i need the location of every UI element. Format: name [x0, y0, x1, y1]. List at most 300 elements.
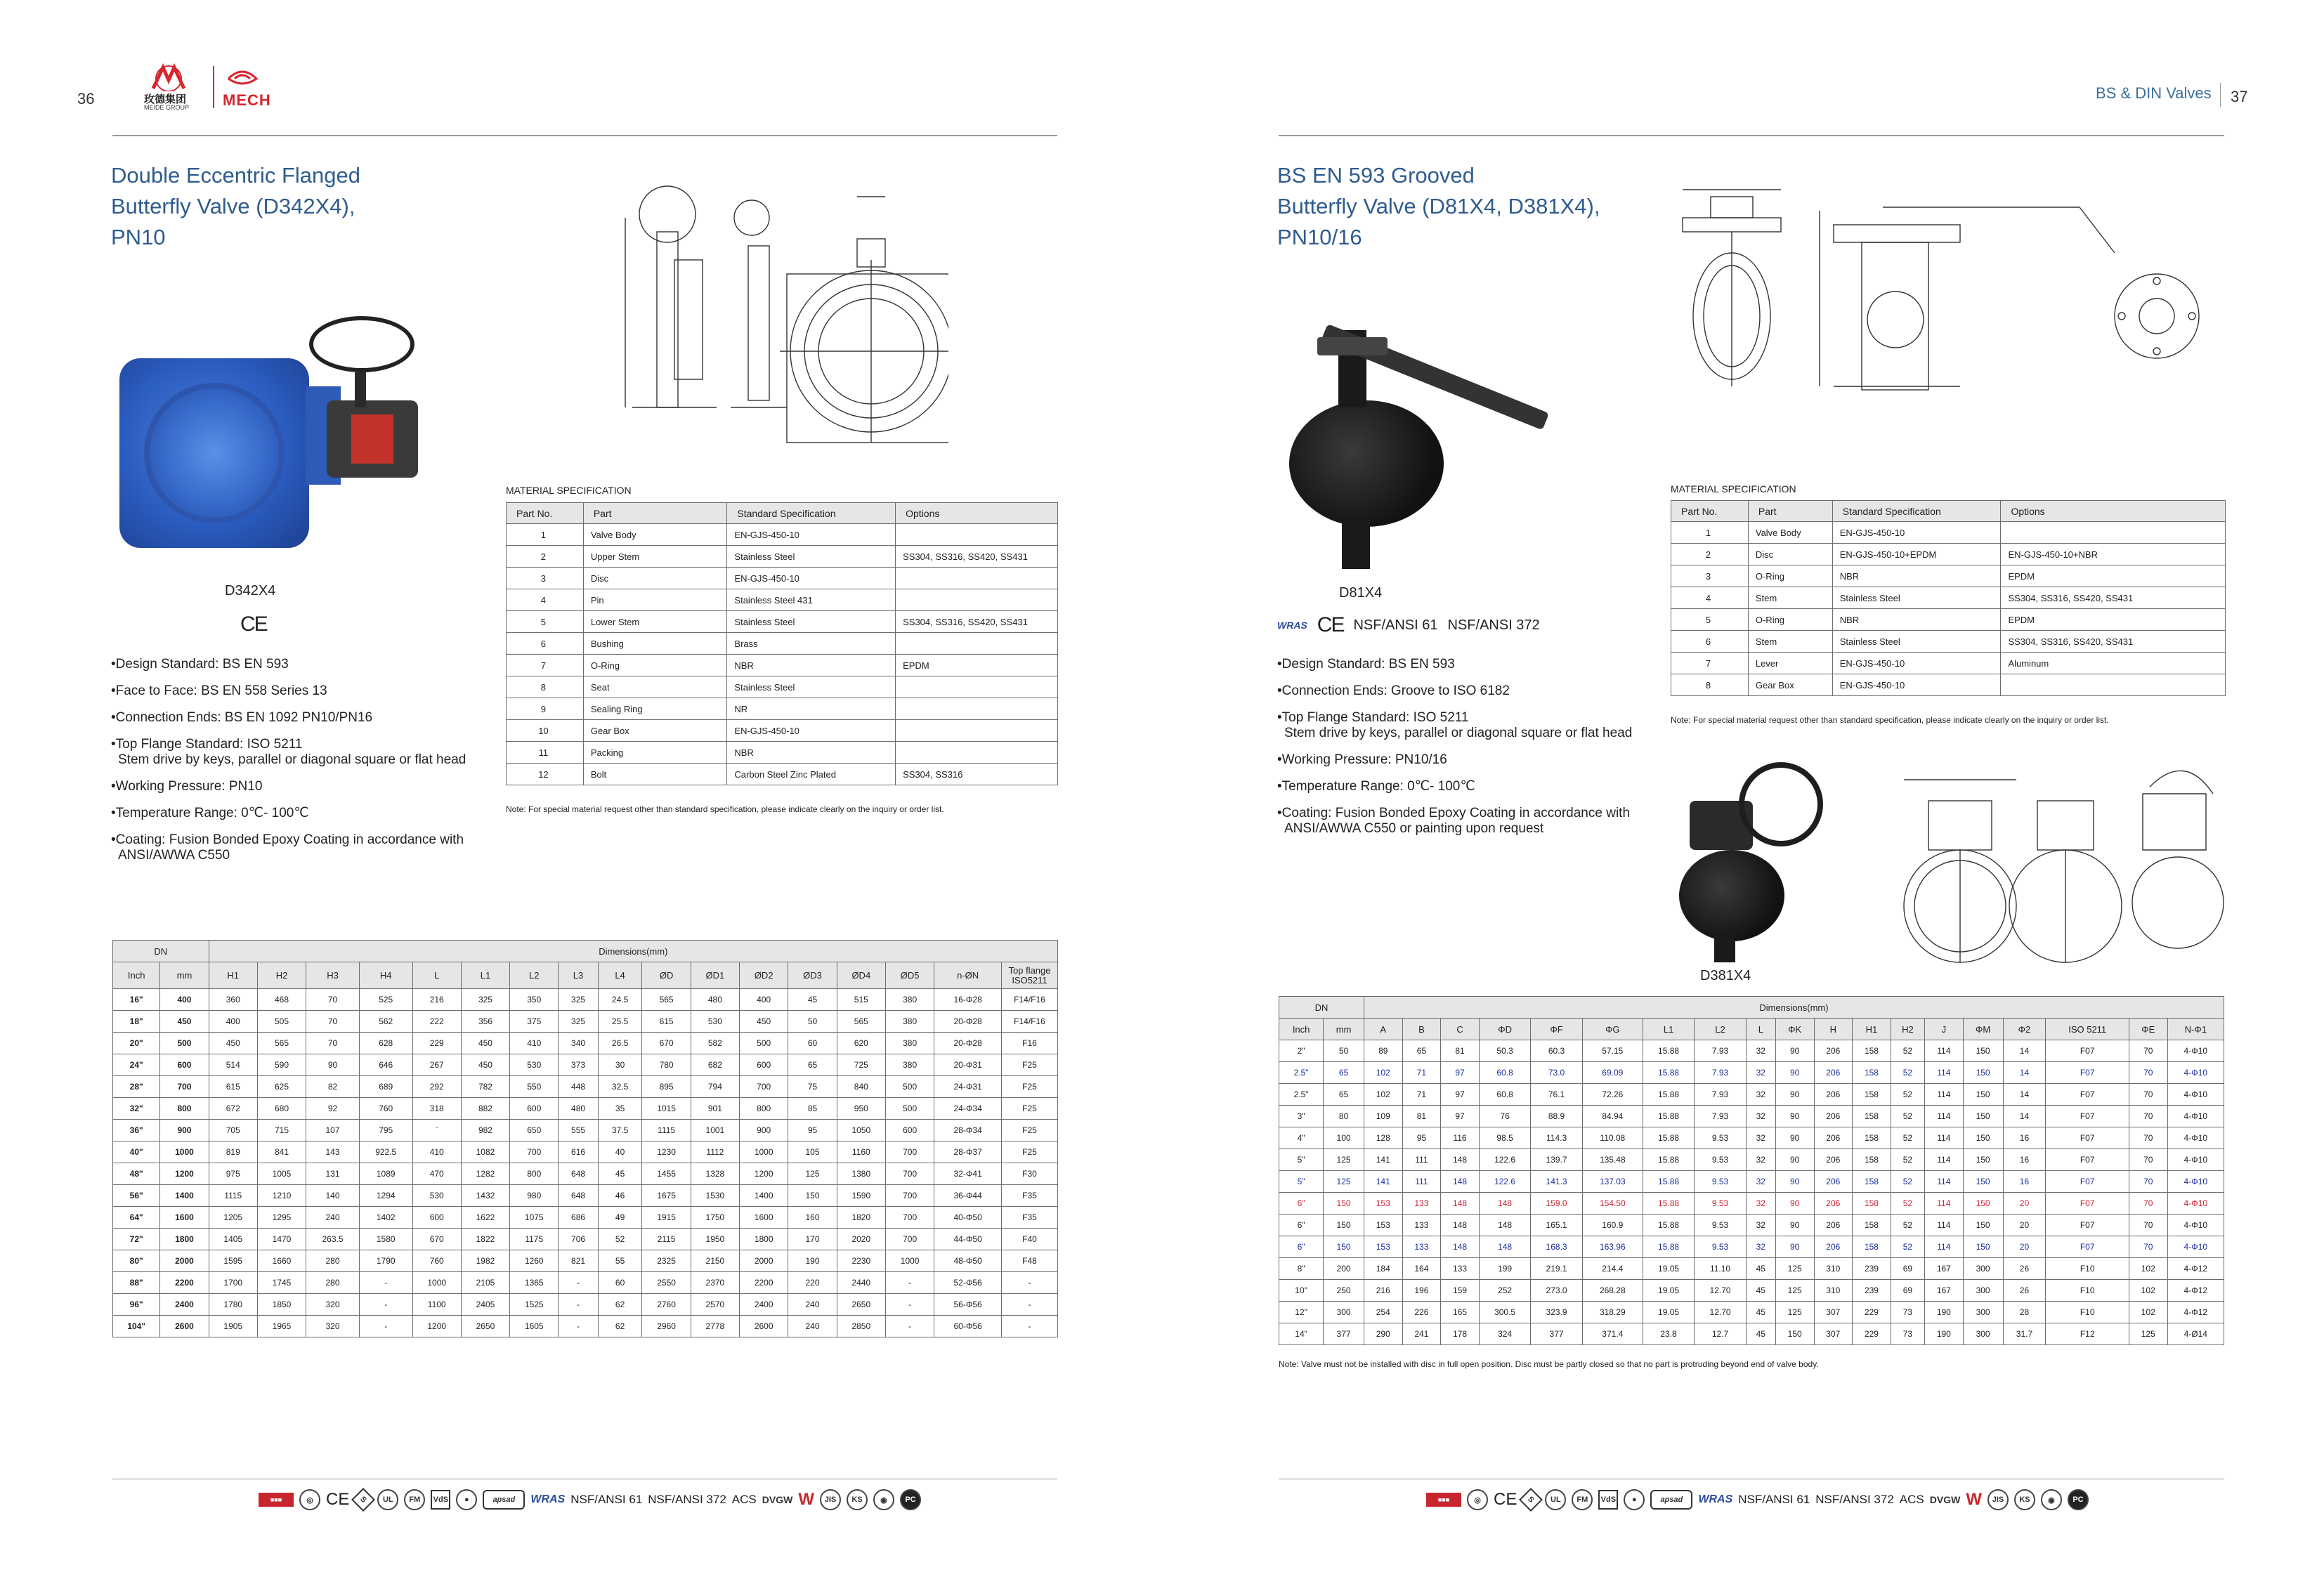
table-cell: 90 [1775, 1215, 1814, 1236]
table-cell: 268.28 [1582, 1280, 1643, 1302]
table-cell: 1525 [510, 1294, 559, 1316]
table-cell: 55 [598, 1250, 642, 1272]
table-cell: 109 [1364, 1106, 1402, 1127]
table-cell: 196 [1402, 1280, 1441, 1302]
table-cell: 165 [1441, 1302, 1480, 1323]
table-cell: 45 [1746, 1280, 1775, 1302]
table-cell: 646 [359, 1054, 412, 1076]
table-cell: 5" [1279, 1171, 1324, 1193]
table-cell: 190 [1925, 1323, 1964, 1345]
table-cell: 780 [642, 1054, 691, 1076]
table-cell: 65 [1324, 1062, 1364, 1084]
column-header: ΦF [1531, 1019, 1582, 1040]
table-cell: 150 [1963, 1127, 2003, 1149]
table-cell: EPDM [2001, 565, 2226, 587]
table-cell: 35 [598, 1098, 642, 1120]
table-cell: 1950 [691, 1229, 739, 1250]
table-cell: 81 [1402, 1106, 1441, 1127]
table-header: Part [1748, 501, 1832, 522]
table-cell: 114 [1925, 1040, 1964, 1062]
table-cell: F07 [2046, 1106, 2129, 1127]
table-cell: 48" [113, 1163, 160, 1185]
table-cell: 20 [2003, 1215, 2046, 1236]
spec-item: • Connection Ends: Groove to ISO 6182 [1277, 683, 1643, 699]
column-header: mm [1324, 1019, 1364, 1040]
table-row [113, 1250, 1058, 1272]
table-cell: 62 [598, 1316, 642, 1337]
mech-logo-icon [225, 65, 260, 89]
cert-label: NSF/ANSI 372 [1815, 1493, 1894, 1506]
table-cell: 448 [559, 1076, 598, 1098]
table-cell: 28" [113, 1076, 160, 1098]
table-cell: 7 [507, 655, 584, 676]
table-cell: 97 [1441, 1084, 1480, 1106]
table-cell: 1050 [837, 1120, 885, 1141]
table-cell: 88.9 [1531, 1106, 1582, 1127]
table-cell: EN-GJS-450-10 [727, 568, 896, 589]
table-cell: Gear Box [583, 720, 727, 742]
table-cell: 60.8 [1479, 1062, 1530, 1084]
table-cell: 104" [113, 1316, 160, 1337]
table-cell: 1905 [209, 1316, 257, 1337]
table-row [1279, 1258, 2224, 1280]
table-cell: 90 [1775, 1149, 1814, 1171]
table-cell: 310 [1814, 1258, 1853, 1280]
material-title-right: MATERIAL SPECIFICATION [1671, 483, 1796, 495]
table-cell: F10 [2046, 1302, 2129, 1323]
table-cell: 410 [510, 1033, 559, 1054]
table-cell: 114 [1925, 1171, 1964, 1193]
table-cell: 515 [837, 989, 885, 1011]
table-cell: 514 [209, 1054, 257, 1076]
table-cell: 1115 [642, 1120, 691, 1141]
table-cell: 125 [788, 1163, 837, 1185]
table-row [1279, 1215, 2224, 1236]
table-cell: 1200 [412, 1316, 461, 1337]
table-cell: 65 [1402, 1040, 1441, 1062]
table-cell: 40 [598, 1141, 642, 1163]
table-cell [896, 742, 1058, 764]
table-cell: 125 [1324, 1149, 1364, 1171]
table-cell: NR [727, 698, 896, 720]
cert-label: VdS [431, 1490, 450, 1510]
table-cell: 1230 [642, 1141, 691, 1163]
table-row [113, 989, 1058, 1011]
table-cell: 114 [1925, 1193, 1964, 1215]
table-cell: 52 [1891, 1171, 1924, 1193]
table-cell: 90 [1775, 1084, 1814, 1106]
table-cell: 206 [1814, 1193, 1853, 1215]
table-cell: 7.93 [1695, 1062, 1746, 1084]
table-cell: SS304, SS316, SS420, SS431 [2001, 631, 2226, 653]
table-cell: 148 [1441, 1171, 1480, 1193]
table-row [507, 589, 1058, 611]
table-cell: 615 [642, 1011, 691, 1033]
table-row [1671, 653, 2226, 674]
table-cell: 1000 [740, 1141, 788, 1163]
table-cell: 153 [1364, 1236, 1402, 1258]
table-cell: 165.1 [1531, 1215, 1582, 1236]
table-cell: 980 [510, 1185, 559, 1207]
table-cell: 40-Φ50 [934, 1207, 1002, 1229]
table-cell: 76.1 [1531, 1084, 1582, 1106]
table-cell: 9 [507, 698, 584, 720]
table-cell: 2.5" [1279, 1062, 1324, 1084]
table-cell: 4-Φ10 [2167, 1062, 2224, 1084]
table-cell: 12 [507, 764, 584, 785]
table-cell: 128 [1364, 1127, 1402, 1149]
table-cell: 26 [2003, 1258, 2046, 1280]
table-cell: 26.5 [598, 1033, 642, 1054]
table-cell: 2960 [642, 1316, 691, 1337]
table-cell: 320 [306, 1294, 360, 1316]
table-cell: 480 [691, 989, 739, 1011]
spec-item: • Temperature Range: 0℃- 100℃ [111, 806, 476, 821]
table-cell: 148 [1441, 1215, 1480, 1236]
table-cell: 1822 [461, 1229, 509, 1250]
column-header: H3 [306, 962, 360, 989]
table-cell: 158 [1853, 1040, 1891, 1062]
table-cell: 28-Φ34 [934, 1120, 1002, 1141]
table-cell: 5" [1279, 1149, 1324, 1171]
table-cell: 1000 [412, 1272, 461, 1294]
table-cell: 52-Φ56 [934, 1272, 1002, 1294]
table-cell: 582 [691, 1033, 739, 1054]
table-cell: 139.7 [1531, 1149, 1582, 1171]
table-cell: 37.5 [598, 1120, 642, 1141]
wras-mark: WRAS [1277, 620, 1307, 631]
cert-label: NSF/ANSI 372 [648, 1493, 726, 1506]
tuv-icon: ◎ [1467, 1489, 1488, 1510]
table-cell: 40" [113, 1141, 160, 1163]
cert-label: WRAS [530, 1493, 566, 1505]
table-cell: 794 [691, 1076, 739, 1098]
table-cell: 9.53 [1695, 1193, 1746, 1215]
column-header: ΦG [1582, 1019, 1643, 1040]
table-cell: 650 [510, 1120, 559, 1141]
table-cell: 1622 [461, 1207, 509, 1229]
table-cell: 52 [1891, 1215, 1924, 1236]
table-cell: 114 [1925, 1062, 1964, 1084]
table-cell: F25 [1002, 1054, 1058, 1076]
table-cell: 167 [1925, 1258, 1964, 1280]
table-cell: 150 [1324, 1236, 1364, 1258]
table-cell: 2115 [642, 1229, 691, 1250]
table-cell: 206 [1814, 1062, 1853, 1084]
table-cell: 3" [1279, 1106, 1324, 1127]
table-cell: 64" [113, 1207, 160, 1229]
table-cell: 206 [1814, 1106, 1853, 1127]
table-header: Part No. [1671, 501, 1749, 522]
column-header: Top flange ISO5211 [1002, 962, 1058, 989]
table-cell: 1660 [257, 1250, 306, 1272]
header-rule-right [1279, 135, 2224, 136]
table-cell: 72.26 [1582, 1084, 1643, 1106]
table-cell: 800 [510, 1163, 559, 1185]
table-cell: 32 [1746, 1127, 1775, 1149]
table-cell: 150 [788, 1185, 837, 1207]
table-cell: - [1002, 1272, 1058, 1294]
table-header: Part No. [507, 503, 584, 524]
table-cell: 400 [740, 989, 788, 1011]
cert-label: JIS [1987, 1489, 2009, 1510]
table-cell: 69 [1891, 1258, 1924, 1280]
table-cell: 206 [1814, 1215, 1853, 1236]
table-cell: 2400 [160, 1294, 209, 1316]
table-row [507, 676, 1058, 698]
table-cell: 80 [1324, 1106, 1364, 1127]
table-cell: 200 [1324, 1258, 1364, 1280]
table-cell: 102 [1364, 1084, 1402, 1106]
table-cell: 15.88 [1643, 1215, 1694, 1236]
table-cell: 222 [412, 1011, 461, 1033]
table-cell: 71 [1402, 1084, 1441, 1106]
table-cell: 1380 [837, 1163, 885, 1185]
table-cell: 150 [1963, 1084, 2003, 1106]
table-cell: Carbon Steel Zinc Plated [727, 764, 896, 785]
table-cell: 90 [1775, 1171, 1814, 1193]
table-cell: 206 [1814, 1084, 1853, 1106]
table-cell: 44-Φ50 [934, 1229, 1002, 1250]
table-cell: 3 [1671, 565, 1749, 587]
table-cell: 52 [598, 1229, 642, 1250]
table-cell: 12.70 [1695, 1302, 1746, 1323]
table-cell: 125 [1775, 1258, 1814, 1280]
table-cell: 26 [2003, 1280, 2046, 1302]
spec-item: • Coating: Fusion Bonded Epoxy Coating in accordance with ANSI/AWWA C550 or painting upon request [1277, 806, 1643, 837]
table-cell: 16-Φ28 [934, 989, 1002, 1011]
table-row [1671, 587, 2226, 609]
table-cell: EPDM [896, 655, 1058, 676]
table-cell: 901 [691, 1098, 739, 1120]
table-cell: 102 [2129, 1280, 2167, 1302]
table-cell: 24.5 [598, 989, 642, 1011]
table-cell: Bolt [583, 764, 727, 785]
spec-item: • Face to Face: BS EN 558 Series 13 [111, 683, 476, 699]
table-cell: - [1002, 1294, 1058, 1316]
table-cell: 60.8 [1479, 1084, 1530, 1106]
table-cell: 2230 [837, 1250, 885, 1272]
table-cell: 148 [1479, 1236, 1530, 1258]
table-cell: 1015 [642, 1098, 691, 1120]
table-cell: 1112 [691, 1141, 739, 1163]
table-cell: 125 [2129, 1323, 2167, 1345]
spec-item: • Connection Ends: BS EN 1092 PN10/PN16 [111, 710, 476, 726]
table-cell: 98.5 [1479, 1127, 1530, 1149]
table-cell: 32 [1746, 1084, 1775, 1106]
cpcb-icon: ● [456, 1489, 477, 1510]
table-cell: 14" [1279, 1323, 1324, 1345]
table-cell: 9.53 [1695, 1236, 1746, 1258]
table-cell: 114 [1925, 1106, 1964, 1127]
table-cell: 131 [306, 1163, 360, 1185]
table-cell: Gear Box [1748, 674, 1832, 696]
table-cell: 782 [461, 1076, 509, 1098]
table-cell: 318 [412, 1098, 461, 1120]
table-cell: O-Ring [1748, 565, 1832, 587]
table-cell: 4-Φ10 [2167, 1149, 2224, 1171]
column-header: ØD2 [740, 962, 788, 989]
table-cell: 922.5 [359, 1141, 412, 1163]
brand-badge-icon: ■■■ [259, 1493, 294, 1507]
table-cell: 65 [1324, 1084, 1364, 1106]
table-cell: 150 [1963, 1040, 2003, 1062]
table-cell [896, 676, 1058, 698]
table-cell: 88" [113, 1272, 160, 1294]
table-cell: 6 [507, 633, 584, 655]
table-cell: 10" [1279, 1280, 1324, 1302]
table-cell: 1530 [691, 1185, 739, 1207]
table-cell: Pin [583, 589, 727, 611]
table-cell: F07 [2046, 1215, 2129, 1236]
table-cell: 229 [1853, 1302, 1891, 1323]
table-row [1671, 609, 2226, 631]
table-cell: Stainless Steel [727, 546, 896, 568]
table-cell: F07 [2046, 1040, 2129, 1062]
table-cell: 143 [306, 1141, 360, 1163]
pc-icon: PC [900, 1489, 921, 1510]
table-cell: 1780 [209, 1294, 257, 1316]
cert-label: W [798, 1490, 814, 1509]
table-cell: 706 [559, 1229, 598, 1250]
table-row [113, 1011, 1058, 1033]
table-cell: 500 [885, 1098, 934, 1120]
column-header: B [1402, 1019, 1441, 1040]
table-cell: 133 [1402, 1215, 1441, 1236]
table-cell: 65 [788, 1054, 837, 1076]
table-cell: F10 [2046, 1258, 2129, 1280]
table-cell: 700 [885, 1163, 934, 1185]
table-cell: 616 [559, 1141, 598, 1163]
table-cell: 307 [1814, 1323, 1853, 1345]
table-row [113, 1272, 1058, 1294]
table-cell: 90 [1775, 1040, 1814, 1062]
table-cell: O-Ring [1748, 609, 1832, 631]
table-cell: 1455 [642, 1163, 691, 1185]
table-cell: 841 [257, 1141, 306, 1163]
table-cell: 90 [1775, 1193, 1814, 1215]
table-row [1279, 1323, 2224, 1345]
table-row [113, 1316, 1058, 1337]
table-cell: 24-Φ31 [934, 1076, 1002, 1098]
table-cell: 135.48 [1582, 1149, 1643, 1171]
table-header: Part [583, 503, 727, 524]
table-cell: 150 [1963, 1062, 2003, 1084]
footer-certifications-right [1426, 1489, 2089, 1510]
table-cell: 137.03 [1582, 1171, 1643, 1193]
table-cell: 2 [507, 546, 584, 568]
table-cell: 102 [1364, 1062, 1402, 1084]
table-cell: 160 [788, 1207, 837, 1229]
table-cell: EN-GJS-450-10 [727, 524, 896, 546]
table-cell: 105 [788, 1141, 837, 1163]
table-cell: EN-GJS-450-10+EPDM [1832, 544, 2001, 565]
column-header: ΦD [1479, 1019, 1530, 1040]
table-cell: 450 [740, 1011, 788, 1033]
column-header: J [1925, 1019, 1964, 1040]
table-cell: F40 [1002, 1229, 1058, 1250]
table-cell: 4-Φ10 [2167, 1040, 2224, 1062]
table-cell: - [559, 1272, 598, 1294]
table-cell: 122.6 [1479, 1149, 1530, 1171]
table-cell: 133 [1441, 1258, 1480, 1280]
table-cell: 800 [740, 1098, 788, 1120]
table-cell: 500 [740, 1033, 788, 1054]
table-cell: F14/F16 [1002, 989, 1058, 1011]
cert-label: FM [404, 1489, 425, 1510]
table-cell: 4-Φ10 [2167, 1236, 2224, 1258]
table-cell: SS304, SS316, SS420, SS431 [2001, 587, 2226, 609]
table-cell: Brass [727, 633, 896, 655]
table-cell: 48-Φ50 [934, 1250, 1002, 1272]
table-cell: 2 [1671, 544, 1749, 565]
table-cell: 240 [788, 1294, 837, 1316]
table-cell: 300 [1324, 1302, 1364, 1323]
column-header: ΦE [2129, 1019, 2167, 1040]
page-title-left: Double Eccentric Flanged Butterfly Valve (D342X4), PN10 [111, 163, 360, 249]
table-cell: 1005 [257, 1163, 306, 1185]
table-cell: 307 [1814, 1302, 1853, 1323]
column-header: L1 [461, 962, 509, 989]
table-row [1279, 1062, 2224, 1084]
table-cell: 150 [1963, 1106, 2003, 1127]
table-row [1671, 565, 2226, 587]
table-cell: 133 [1402, 1193, 1441, 1215]
table-cell: 590 [257, 1054, 306, 1076]
dimensions-note-right: Note: Valve must not be installed with disc in full open position. Disc must be partly closed so that no part is protruding beyond end of valve body. [1279, 1359, 1819, 1369]
table-cell: 159 [1441, 1280, 1480, 1302]
table-cell: Stainless Steel 431 [727, 589, 896, 611]
table-cell: 380 [885, 1011, 934, 1033]
table-cell: 70 [2129, 1127, 2167, 1149]
table-cell: 28 [2003, 1302, 2046, 1323]
cert-label: WRAS [1698, 1493, 1733, 1505]
table-cell: 116 [1441, 1127, 1480, 1149]
company-logo [144, 63, 292, 112]
table-cell: 700 [160, 1076, 209, 1098]
table-cell: 158 [1853, 1149, 1891, 1171]
table-cell: 140 [306, 1185, 360, 1207]
table-cell: 1982 [461, 1250, 509, 1272]
spec-item: • Top Flange Standard: ISO 5211 Stem drive by keys, parallel or diagonal square or flat head [111, 737, 476, 768]
table-cell: 114 [1925, 1215, 1964, 1236]
column-header: L2 [1695, 1019, 1746, 1040]
table-cell: 7.93 [1695, 1040, 1746, 1062]
column-header: H1 [1853, 1019, 1891, 1040]
table-cell: 60 [788, 1033, 837, 1054]
table-row [1279, 1084, 2224, 1106]
table-cell: 318.29 [1582, 1302, 1643, 1323]
table-cell: 1282 [461, 1163, 509, 1185]
table-cell: - [559, 1294, 598, 1316]
table-row [507, 633, 1058, 655]
product-image-d342x4 [112, 309, 436, 562]
diamond-cert-icon: S [1519, 1488, 1543, 1512]
table-cell: 15.88 [1643, 1127, 1694, 1149]
table-cell: F25 [1002, 1120, 1058, 1141]
table-cell: 70 [2129, 1084, 2167, 1106]
table-cell: F07 [2046, 1127, 2129, 1149]
table-cell: 565 [642, 989, 691, 1011]
table-cell: 241 [1402, 1323, 1441, 1345]
table-cell: 12" [1279, 1302, 1324, 1323]
table-row [113, 1120, 1058, 1141]
table-cell: 184 [1364, 1258, 1402, 1280]
table-cell: 70 [2129, 1040, 2167, 1062]
table-cell: 45 [1746, 1323, 1775, 1345]
table-cell: 356 [461, 1011, 509, 1033]
table-cell: 500 [885, 1076, 934, 1098]
